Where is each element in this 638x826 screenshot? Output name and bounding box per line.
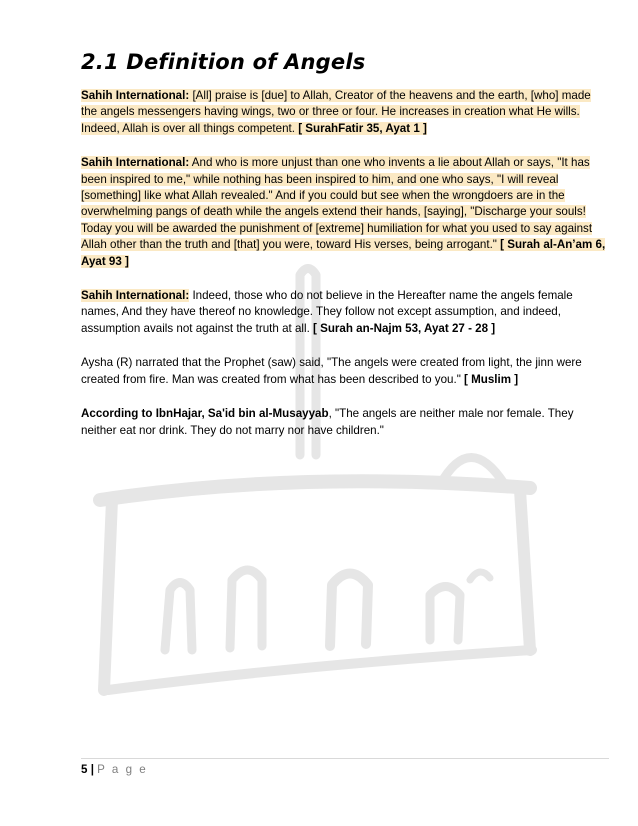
- page-label: P a g e: [97, 763, 148, 776]
- hadith-paragraph: [81, 355, 609, 388]
- quote-reference: [ Surah an-Najm 53, Ayat 27 - 28 ]: [313, 321, 496, 335]
- highlighted-quote: [81, 156, 605, 267]
- section-heading: 2.1 Definition of Angels: [81, 50, 366, 74]
- scholar-paragraph: [81, 406, 609, 439]
- quote-reference: [ SurahFatir 35, Ayat 1 ]: [298, 121, 427, 135]
- page-content: [81, 50, 609, 457]
- hadith-text: Aysha (R) narrated that the Prophet (saw) said, "The angels were created from light, the jinn were created from fire. Man was created from what has been described to you.": [81, 356, 582, 386]
- scholar-text: , "The angels are neither male nor female. They neither eat nor drink. They do not marry nor have children.": [81, 407, 574, 437]
- highlighted-quote: [81, 89, 591, 135]
- quote-text: And who is more unjust than one who invents a lie about Allah or says, "It has been inspired to me," while nothing has been inspired to him, and one who says, "I will reveal [something] like what Allah revealed." And if you could but see when the wrongdoers are in the overwhelming pangs of death while the angels extend their hands, [saying], "Discharge your souls! Today you will be awarded the punishment of [extreme] humiliation for what you used to say against Allah other than the truth and [that] you were, toward His verses, being arrogant.": [81, 156, 593, 252]
- page-number: 5: [81, 763, 88, 776]
- hadith-reference: [ Muslim ]: [464, 372, 519, 386]
- quote-label: Sahih International:: [81, 156, 190, 170]
- quote-label: Sahih International:: [81, 289, 190, 303]
- quote-text: Indeed, those who do not believe in the Hereafter name the angels female names, And they have thereof no knowledge. They follow not except assumption, and indeed, assumption avails not against the truth at all.: [81, 289, 573, 335]
- quote-paragraph: [81, 288, 609, 337]
- quote-reference: [ Surah al-An’am 6, Ayat 93 ]: [81, 238, 606, 268]
- quote-paragraph: [81, 88, 609, 137]
- quote-label: Sahih International:: [81, 89, 190, 102]
- scholar-label: According to IbnHajar, Sa'id bin al-Musayyab: [81, 407, 329, 421]
- quote-text: [All] praise is [due] to Allah, Creator of the heavens and the earth, [who] made the angels messengers having wings, two or three or four. He increases in creation what He wills. Indeed, Allah is over all things competent.: [81, 89, 591, 135]
- page-footer: [81, 758, 609, 776]
- page-separator: |: [90, 763, 94, 776]
- highlighted-quote-label: [81, 289, 189, 302]
- quote-paragraph: [81, 155, 609, 270]
